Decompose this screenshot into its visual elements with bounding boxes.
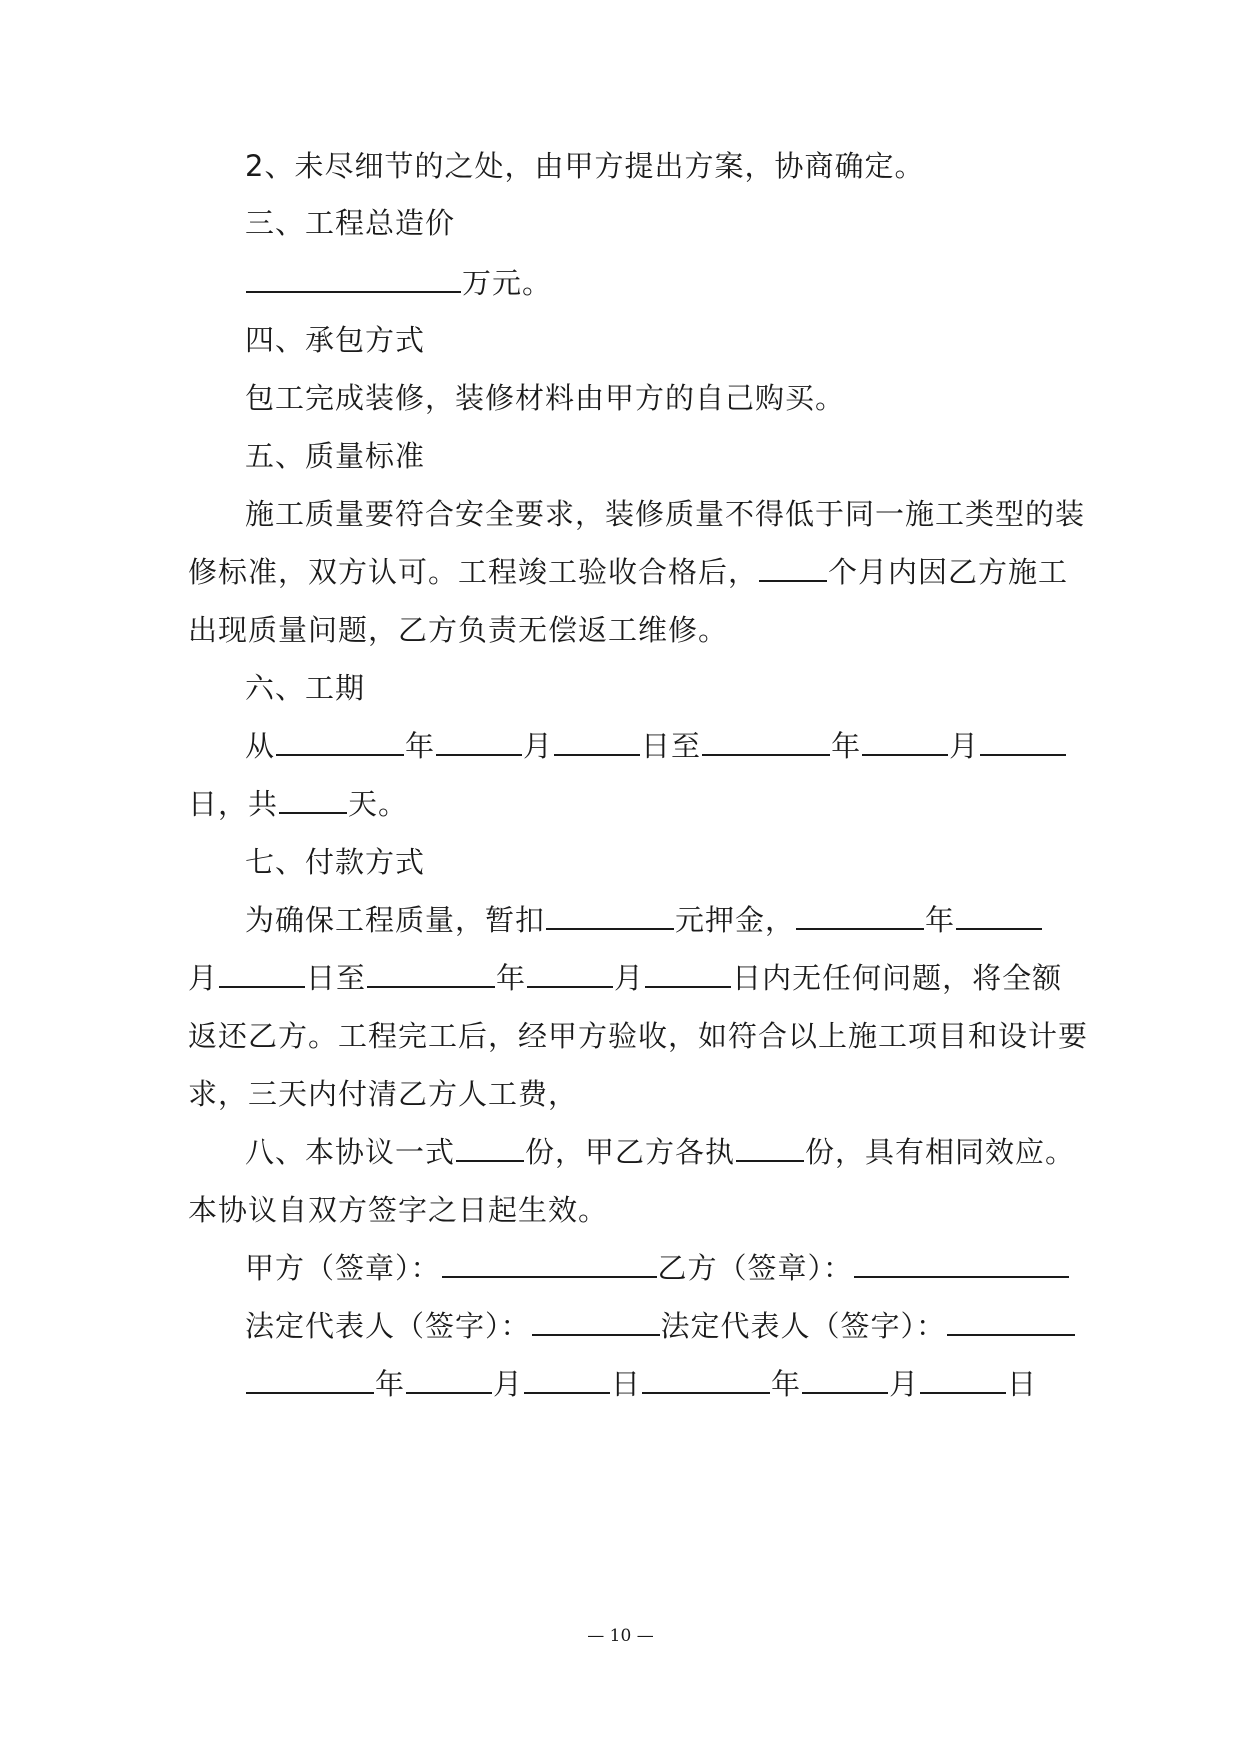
party-b-rep-blank — [947, 1312, 1075, 1336]
section-4-body: 包工完成装修，装修材料由甲方的自己购买。 — [245, 381, 846, 415]
refund-start-year-blank — [796, 906, 924, 930]
party-a-day-blank — [524, 1370, 610, 1394]
party-a-month-blank — [406, 1370, 492, 1394]
payment-line-3: 返还乙方。工程完工后，经甲方验收，如符合以上施工项目和设计要 — [188, 1019, 1089, 1053]
section-5-line-2-start: 修标准，双方认可。工程竣工验收合格后， — [188, 555, 759, 589]
year-label: 年 — [375, 1367, 406, 1401]
party-b-day-blank — [920, 1370, 1006, 1394]
day-total-label: 日，共 — [188, 787, 279, 821]
party-b-signature-blank — [854, 1254, 1069, 1278]
section-7-title: 七、付款方式 — [245, 845, 426, 879]
copies-blank — [456, 1138, 524, 1162]
section-5-title: 五、质量标准 — [245, 439, 426, 473]
price-unit: 万元。 — [462, 266, 553, 300]
end-month-blank — [862, 732, 948, 756]
party-a-rep-label: 法定代表人（签字）： — [245, 1309, 531, 1343]
year-label: 年 — [925, 903, 956, 937]
period-line-2 — [188, 784, 408, 824]
signature-line-reps — [245, 1306, 1076, 1346]
refund-start-day-blank — [219, 964, 305, 988]
day-label: 日 — [1007, 1367, 1038, 1401]
party-a-signature-blank — [442, 1254, 657, 1278]
section-5-line-2-end: 个月内因乙方施工 — [828, 555, 1069, 589]
warranty-months-blank — [759, 558, 827, 582]
refund-end-month-blank — [527, 964, 613, 988]
deposit-label: 元押金， — [675, 903, 796, 937]
item-2: 2、未尽细节的之处，由甲方提出方案，协商确定。 — [245, 149, 925, 183]
end-day-blank — [980, 732, 1066, 756]
year-label: 年 — [405, 729, 436, 763]
refund-start-month-blank — [956, 906, 1042, 930]
party-b-month-blank — [802, 1370, 888, 1394]
party-a-year-blank — [246, 1370, 374, 1394]
refund-end-day-blank — [645, 964, 731, 988]
day-to-label: 日至 — [641, 729, 702, 763]
section-8-each-label: 份，甲乙方各执 — [525, 1135, 736, 1169]
section-8-effect-label: 份，具有相同效应。 — [805, 1135, 1076, 1169]
section-6-title: 六、工期 — [245, 671, 366, 705]
party-a-label: 甲方（签章）： — [245, 1251, 441, 1285]
payment-line-1 — [245, 900, 1043, 940]
year-label: 年 — [496, 961, 527, 995]
end-year-blank — [702, 732, 830, 756]
party-b-rep-label: 法定代表人（签字）： — [660, 1309, 947, 1343]
signature-line-parties — [245, 1248, 1070, 1288]
party-a-rep-blank — [532, 1312, 660, 1336]
party-b-year-blank — [642, 1370, 770, 1394]
section-3-price-line — [245, 263, 552, 303]
payment-line-2 — [188, 958, 1062, 998]
refund-end-year-blank — [367, 964, 495, 988]
payment-line-4: 求，三天内付清乙方人工费， — [188, 1077, 579, 1111]
section-4-title: 四、承包方式 — [245, 323, 426, 357]
month-label: 月 — [493, 1367, 524, 1401]
days-label: 天。 — [348, 787, 409, 821]
total-days-blank — [279, 790, 347, 814]
month-label: 月 — [949, 729, 980, 763]
section-5-line-1: 施工质量要符合安全要求，装修质量不得低于同一施工类型的装 — [245, 497, 1086, 531]
payment-intro: 为确保工程质量，暂扣 — [245, 903, 546, 937]
start-year-blank — [276, 732, 404, 756]
start-day-blank — [554, 732, 640, 756]
month-label: 月 — [614, 961, 645, 995]
section-8-copies-label: 八、本协议一式 — [245, 1135, 456, 1169]
section-8-line-2: 本协议自双方签字之日起生效。 — [188, 1193, 609, 1227]
year-label: 年 — [771, 1367, 802, 1401]
signature-line-dates — [245, 1364, 1037, 1404]
price-blank — [246, 269, 461, 293]
month-label: 月 — [523, 729, 554, 763]
party-b-label: 乙方（签章）： — [657, 1251, 854, 1285]
section-5-line-2 — [188, 552, 1068, 592]
month-label: 月 — [188, 961, 219, 995]
period-line-1 — [245, 726, 1067, 766]
year-label: 年 — [831, 729, 862, 763]
day-label: 日 — [611, 1367, 642, 1401]
section-3-title: 三、工程总造价 — [245, 206, 456, 240]
section-8-line-1 — [245, 1132, 1075, 1172]
month-label: 月 — [889, 1367, 920, 1401]
copies-each-blank — [736, 1138, 804, 1162]
deposit-amount-blank — [546, 906, 674, 930]
page-number: — 10 — — [587, 1626, 654, 1646]
no-issue-text: 日内无任何问题，将全额 — [732, 961, 1063, 995]
period-from-label: 从 — [245, 729, 276, 763]
section-5-line-3: 出现质量问题，乙方负责无偿返工维修。 — [188, 613, 729, 647]
day-to-label: 日至 — [306, 961, 367, 995]
start-month-blank — [436, 732, 522, 756]
